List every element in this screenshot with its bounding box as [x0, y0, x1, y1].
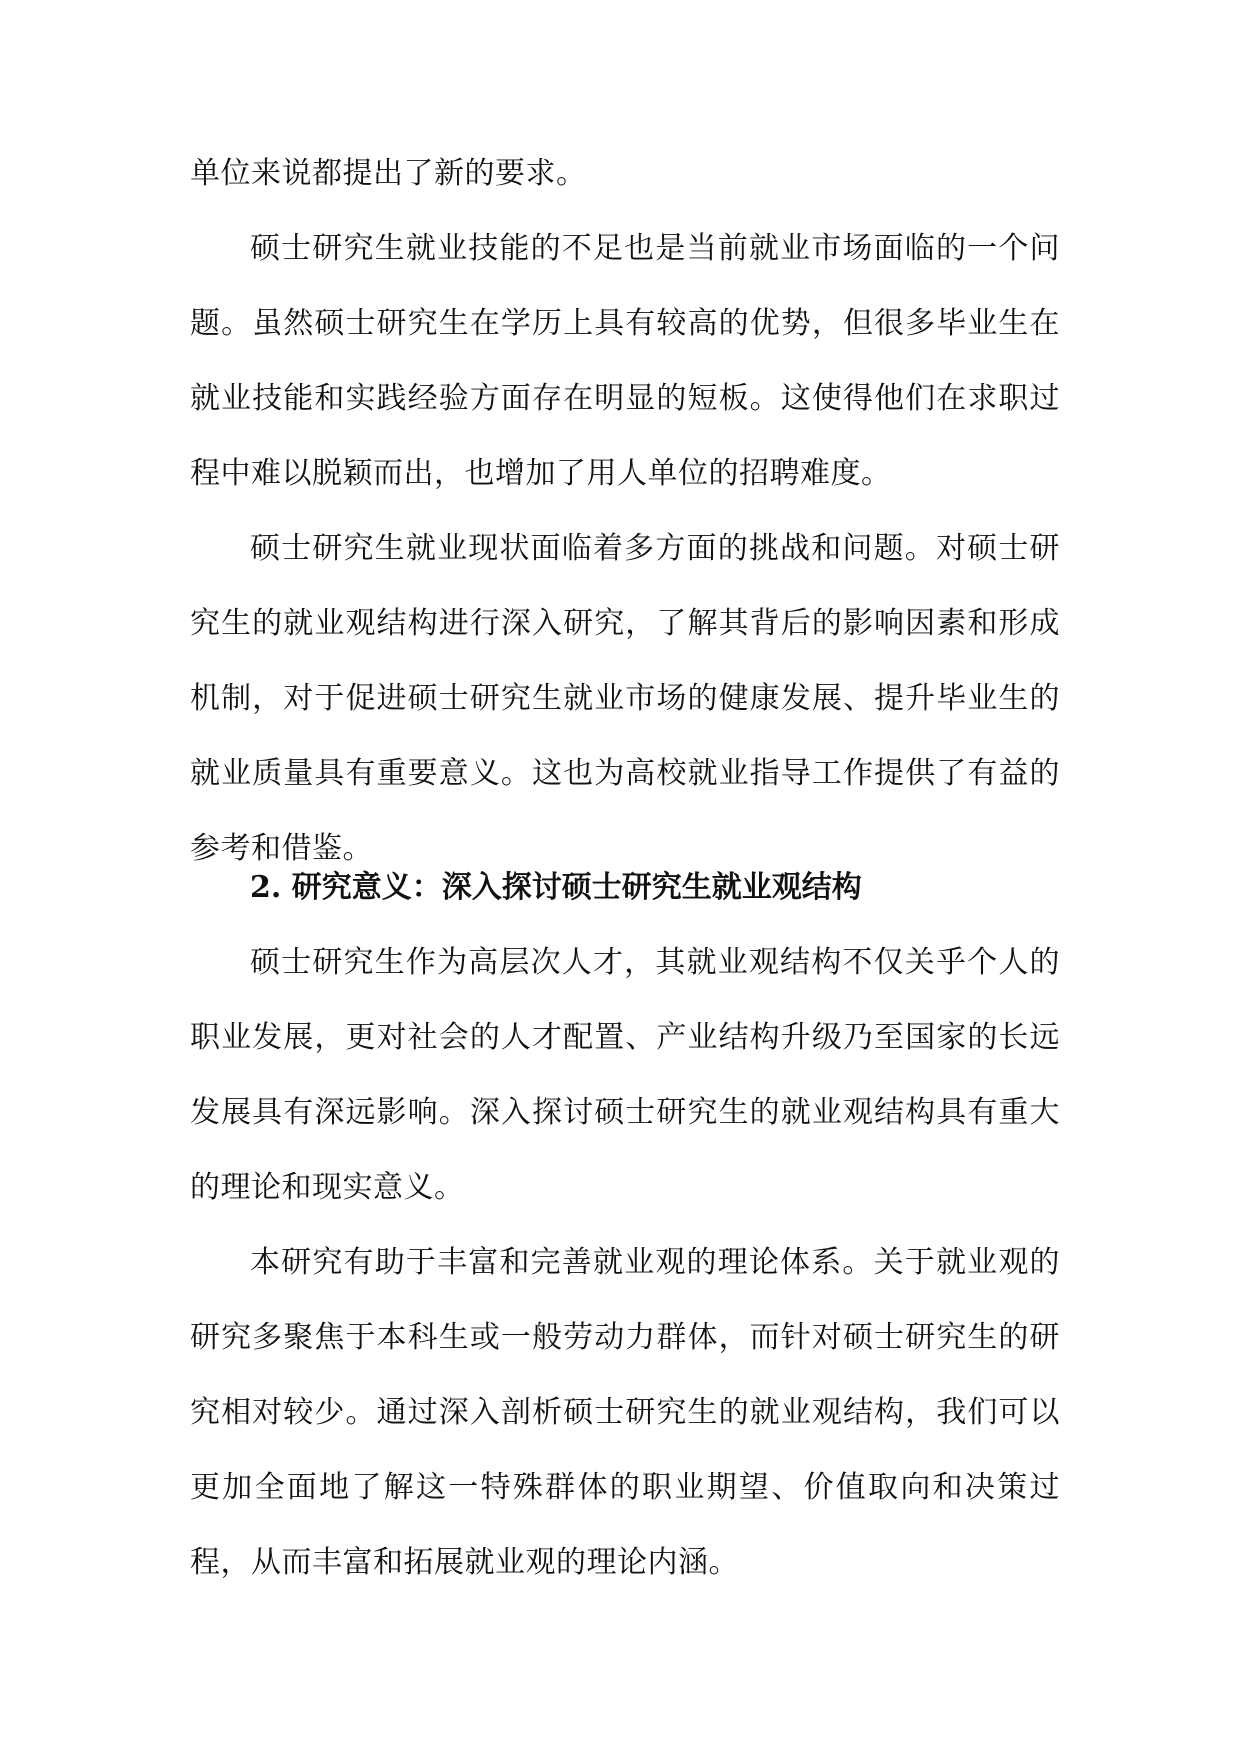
- paragraph-challenges: 硕士研究生就业现状面临着多方面的挑战和问题。对硕士研究生的就业观结构进行深入研究，了解其背后的影响因素和形成机制，对于促进硕士研究生就业市场的健康发展、提升毕业生的就业质量具有重要意义。这也为高校就业指导工作提供了有益的参考和借鉴。: [190, 531, 1060, 866]
- paragraph-theory: 本研究有助于丰富和完善就业观的理论体系。关于就业观的研究多聚焦于本科生或一般劳动力群体，而针对硕士研究生的研究相对较少。通过深入剖析硕士研究生的就业观结构，我们可以更加全面地了解这一特殊群体的职业期望、价值取向和决策过程，从而丰富和拓展就业观的理论内涵。: [190, 1245, 1060, 1580]
- paragraph-significance: 硕士研究生作为高层次人才，其就业观结构不仅关乎个人的职业发展，更对社会的人才配置、产业结构升级乃至国家的长远发展具有深远影响。深入探讨硕士研究生的就业观结构具有重大的理论和现实意义。: [190, 945, 1060, 1205]
- paragraph-skills-gap: 硕士研究生就业技能的不足也是当前就业市场面临的一个问题。虽然硕士研究生在学历上具有较高的优势，但很多毕业生在就业技能和实践经验方面存在明显的短板。这使得他们在求职过程中难以脱颖而出，也增加了用人单位的招聘难度。: [190, 231, 1060, 491]
- paragraph-continuation: 单位来说都提出了新的要求。: [190, 156, 587, 191]
- top-text-block: [190, 136, 1060, 886]
- bottom-text-block: [190, 925, 1060, 1600]
- section-heading: 2. 研究意义：深入探讨硕士研究生就业观结构: [250, 870, 862, 905]
